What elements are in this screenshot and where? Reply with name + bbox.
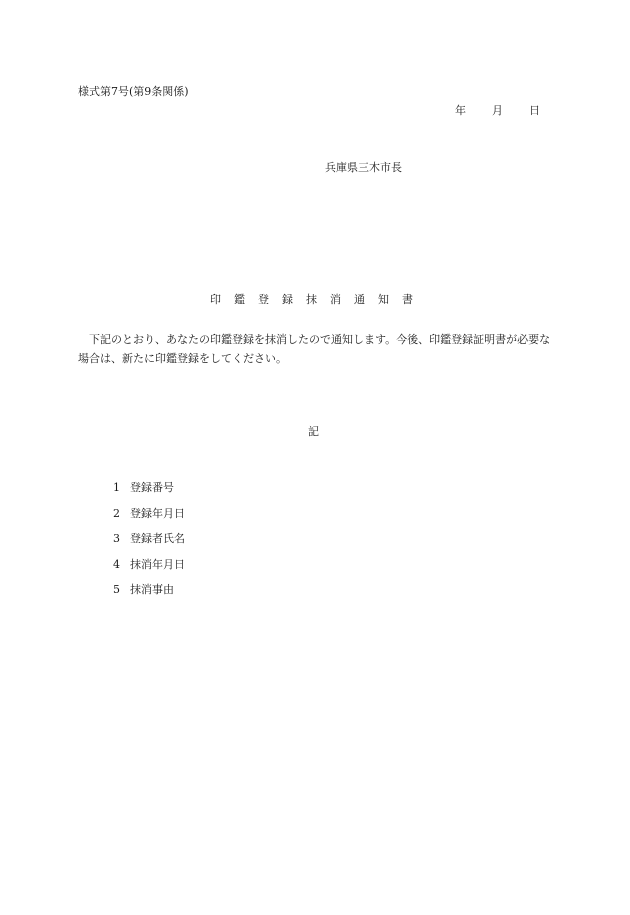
item-label: 登録年月日 — [130, 506, 185, 520]
form-number: 様式第7号(第9条関係) — [78, 85, 189, 98]
item-number: 1 — [113, 481, 120, 494]
item-label: 登録番号 — [130, 481, 174, 494]
item-list — [113, 481, 185, 609]
list-item — [113, 481, 185, 507]
date-day-label: 日 — [529, 104, 540, 117]
list-item — [113, 532, 185, 558]
item-number: 4 — [113, 557, 120, 571]
item-label: 抹消年月日 — [130, 557, 185, 571]
item-number: 3 — [113, 532, 120, 545]
issuer-name: 兵庫県三木市長 — [325, 161, 402, 174]
item-label: 登録者氏名 — [130, 532, 185, 545]
item-number: 2 — [113, 506, 120, 520]
item-number: 5 — [113, 583, 120, 596]
date-year-label: 年 — [455, 104, 466, 117]
ki-mark: 記 — [308, 425, 319, 438]
list-item — [113, 558, 185, 584]
notice-body: 下記のとおり、あなたの印鑑登録を抹消したので通知します。今後、印鑑登録証明書が必要な場合は、新たに印鑑登録をしてください。 — [78, 333, 551, 365]
document-title: 印鑑登録抹消通知書 — [210, 293, 426, 306]
list-item — [113, 507, 185, 533]
date-month-label: 月 — [492, 104, 503, 117]
item-label: 抹消事由 — [130, 583, 174, 596]
list-item — [113, 583, 185, 609]
